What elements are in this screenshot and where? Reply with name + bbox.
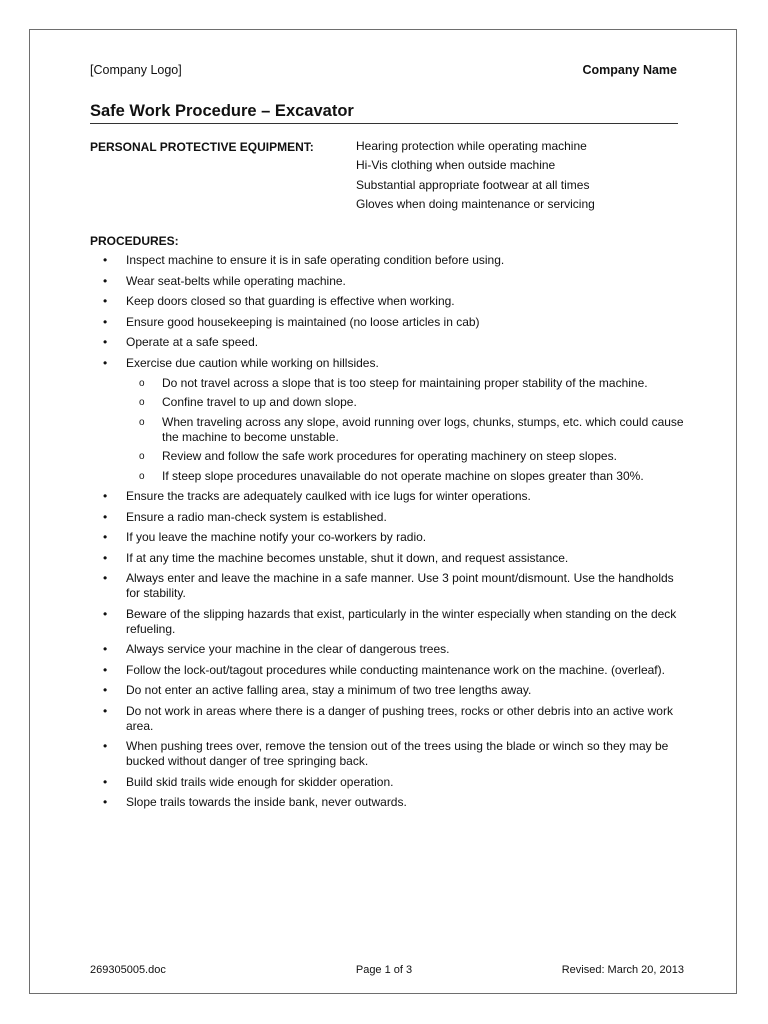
procedure-text: Exercise due caution while working on hillsides.	[126, 355, 379, 370]
bullet-icon: •	[103, 335, 108, 349]
ppe-item: Gloves when doing maintenance or servicing	[356, 196, 595, 211]
procedure-item	[90, 663, 690, 678]
procedure-text: Do not enter an active falling area, stay a minimum of two tree lengths away.	[126, 683, 532, 697]
procedure-item	[90, 571, 690, 601]
bullet-icon: •	[103, 606, 108, 621]
procedure-subitem-text: Review and follow the safe work procedures for operating machinery on steep slopes.	[162, 449, 617, 463]
procedure-subitem	[126, 376, 690, 391]
procedure-sublist	[126, 376, 690, 484]
procedure-text: Slope trails towards the inside bank, never outwards.	[126, 795, 407, 809]
document-page	[29, 29, 737, 994]
footer-revised-date: Revised: March 20, 2013	[561, 964, 684, 976]
procedure-item	[90, 356, 690, 484]
bullet-icon: •	[103, 683, 108, 697]
procedure-item	[90, 775, 690, 790]
procedure-subitem-text: When traveling across any slope, avoid running over logs, chunks, stumps, etc. which could cause the machine to become unstable.	[162, 414, 684, 444]
bullet-icon: •	[103, 489, 108, 503]
procedure-subitem-text: Confine travel to up and down slope.	[162, 395, 357, 409]
procedure-item	[90, 315, 690, 330]
procedure-text: Always service your machine in the clear of dangerous trees.	[126, 642, 450, 656]
procedure-item	[90, 510, 690, 525]
footer-filename: 269305005.doc	[90, 964, 166, 976]
procedure-item	[90, 704, 690, 734]
procedure-item	[90, 795, 690, 810]
footer-page-number: Page 1 of 3	[355, 964, 413, 976]
bullet-icon: •	[103, 703, 108, 718]
ppe-label: PERSONAL PROTECTIVE EQUIPMENT:	[90, 140, 314, 154]
procedure-item	[90, 642, 690, 657]
procedure-text: Ensure a radio man-check system is established.	[126, 509, 387, 524]
procedure-text: Beware of the slipping hazards that exist, particularly in the winter especially when standing on the deck refueling.	[126, 606, 677, 636]
procedure-subitem	[126, 395, 690, 410]
procedure-item	[90, 294, 690, 309]
procedure-text: When pushing trees over, remove the tension out of the trees using the blade or winch so they may be bucked without danger of tree springing back.	[126, 739, 669, 768]
company-logo-placeholder: [Company Logo]	[90, 63, 182, 77]
bullet-icon: •	[103, 571, 108, 585]
procedure-text: Keep doors closed so that guarding is effective when working.	[126, 294, 455, 308]
ppe-item: Substantial appropriate footwear at all times	[356, 177, 590, 192]
procedure-text: Operate at a safe speed.	[126, 335, 259, 349]
procedure-text: If at any time the machine becomes unstable, shut it down, and request assistance.	[126, 550, 569, 565]
procedure-text: Do not work in areas where there is a danger of pushing trees, rocks or other debris into an active work area.	[126, 703, 673, 733]
procedure-text: Ensure the tracks are adequately caulked with ice lugs for winter operations.	[126, 489, 531, 503]
bullet-icon: •	[103, 314, 108, 329]
procedure-text: If you leave the machine notify your co-workers by radio.	[126, 530, 427, 544]
ppe-item: Hi-Vis clothing when outside machine	[356, 158, 556, 173]
ppe-list	[356, 139, 595, 216]
procedure-item	[90, 683, 690, 698]
procedure-item	[90, 335, 690, 350]
bullet-icon: •	[103, 795, 108, 809]
procedure-item	[90, 274, 690, 289]
bullet-icon: •	[103, 509, 108, 524]
procedure-item	[90, 253, 690, 268]
procedure-subitem	[126, 469, 690, 484]
procedure-text: Wear seat-belts while operating machine.	[126, 273, 346, 288]
company-name: Company Name	[582, 63, 677, 77]
procedure-item	[90, 551, 690, 566]
procedure-item	[90, 530, 690, 545]
bullet-icon: •	[103, 642, 108, 656]
bullet-icon: •	[103, 273, 108, 288]
procedure-text: Follow the lock-out/tagout procedures while conducting maintenance work on the machine. (overleaf).	[126, 662, 665, 677]
bullet-icon: •	[103, 550, 108, 565]
bullet-icon: •	[103, 294, 108, 308]
procedure-item	[90, 739, 690, 769]
procedure-subitem-text: Do not travel across a slope that is too steep for maintaining proper stability of the machine.	[162, 375, 648, 390]
procedure-item	[90, 489, 690, 504]
procedure-subitem-text: If steep slope procedures unavailable do not operate machine on slopes greater than 30%.	[162, 468, 644, 483]
procedures-list	[90, 253, 690, 816]
sub-bullet-icon: o	[139, 470, 145, 482]
document-title: Safe Work Procedure – Excavator	[90, 102, 678, 124]
bullet-icon: •	[103, 739, 108, 753]
ppe-item: Hearing protection while operating machine	[356, 139, 587, 153]
procedure-subitem	[126, 449, 690, 464]
procedure-item	[90, 607, 690, 637]
procedure-text: Build skid trails wide enough for skidder operation.	[126, 774, 394, 789]
sub-bullet-icon: o	[139, 397, 145, 408]
procedure-text: Ensure good housekeeping is maintained (no loose articles in cab)	[126, 314, 480, 329]
procedure-subitem	[126, 415, 690, 445]
bullet-icon: •	[103, 774, 108, 789]
procedures-heading: PROCEDURES:	[90, 234, 179, 248]
bullet-icon: •	[103, 253, 108, 267]
procedure-text: Inspect machine to ensure it is in safe operating condition before using.	[126, 253, 505, 267]
bullet-icon: •	[103, 530, 108, 544]
bullet-icon: •	[103, 355, 108, 370]
sub-bullet-icon: o	[139, 416, 145, 428]
sub-bullet-icon: o	[139, 451, 145, 462]
procedure-text: Always enter and leave the machine in a safe manner. Use 3 point mount/dismount. Use the handholds for stability.	[126, 571, 674, 600]
sub-bullet-icon: o	[139, 377, 145, 389]
bullet-icon: •	[103, 662, 108, 677]
